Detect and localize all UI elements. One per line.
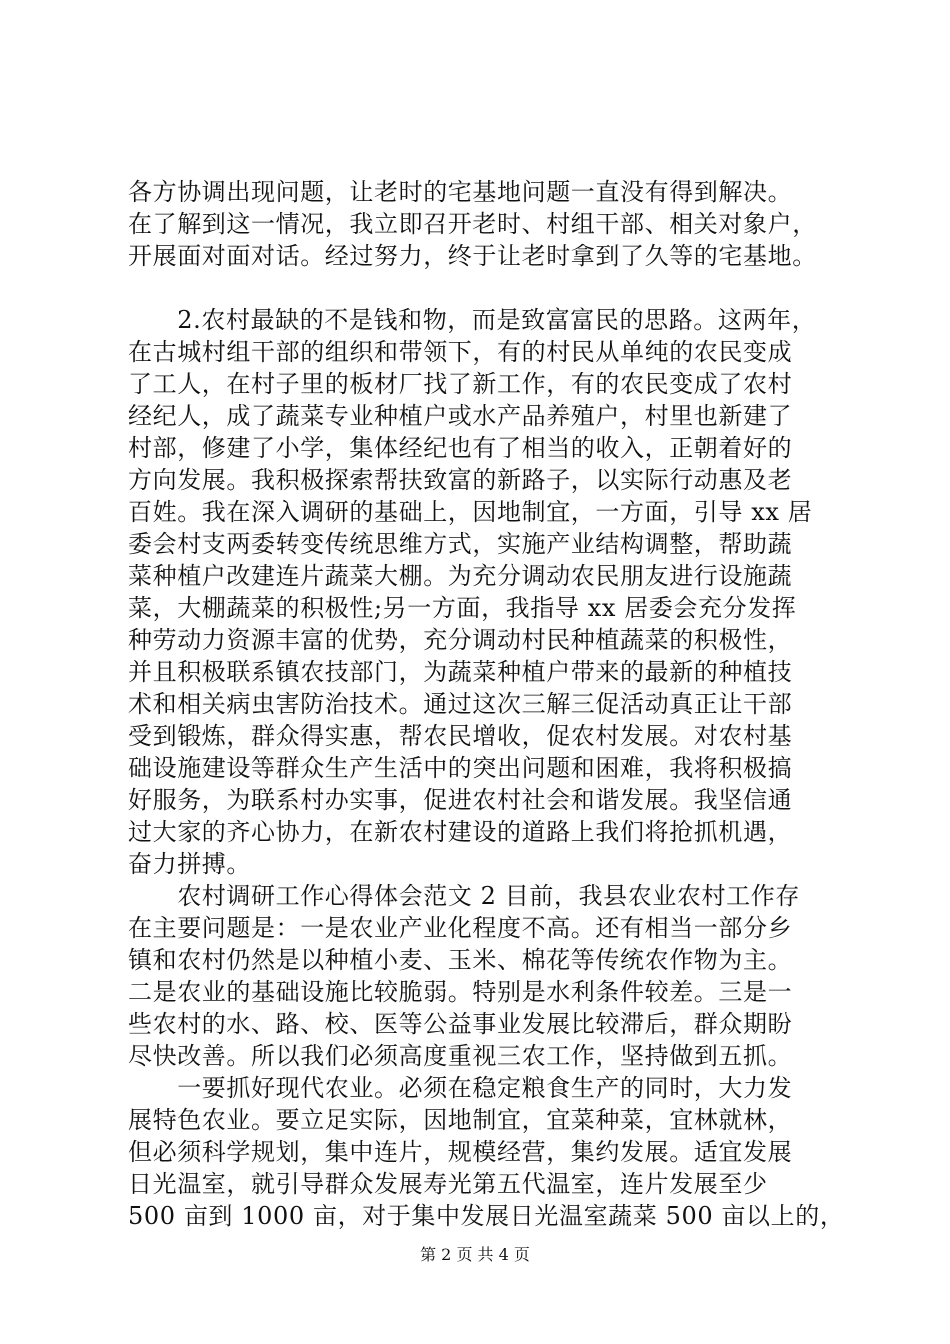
text-line-5: 在古城村组干部的组织和带领下，有的村民从单纯的农民变成 [128, 338, 793, 366]
text-line-2: 在了解到这一情况，我立即召开老时、村组干部、相关对象户， [128, 210, 817, 238]
text-line-27: 尽快改善。所以我们必须高度重视三农工作，坚持做到五抓。 [128, 1042, 793, 1070]
text-line-6: 了工人，在村子里的板材厂找了新工作，有的农民变成了农村 [128, 370, 793, 398]
text-line-32: 500 亩到 1000 亩，对于集中发展日光温室蔬菜 500 亩以上的， [128, 1202, 845, 1230]
text-line-15: 并且积极联系镇农技部门，为蔬菜种植户带来的最新的种植技 [128, 658, 793, 686]
text-line-17: 受到锻炼，群众得实惠，帮农民增收，促农村发展。对农村基 [128, 722, 793, 750]
text-line-3: 开展面对面对话。经过努力，终于让老时拿到了久等的宅基地。 [128, 242, 817, 270]
text-line-8: 村部，修建了小学，集体经纪也有了相当的收入，正朝着好的 [128, 434, 793, 462]
text-line-20: 过大家的齐心协力，在新农村建设的道路上我们将抢抓机遇， [128, 818, 793, 846]
text-line-31: 日光温室，就引导群众发展寿光第五代温室，连片发展至少 [128, 1170, 768, 1198]
text-line-10: 百姓。我在深入调研的基础上，因地制宜，一方面，引导 xx 居 [128, 498, 813, 526]
text-line-30: 但必须科学规划，集中连片，规模经营，集约发展。适宜发展 [128, 1138, 793, 1166]
text-line-24: 镇和农村仍然是以种植小麦、玉米、棉花等传统农作物为主。 [128, 946, 793, 974]
text-line-14: 种劳动力资源丰富的优势，充分调动村民种植蔬菜的积极性， [128, 626, 793, 654]
page-number-label: 第 2 页 共 4 页 [420, 1245, 530, 1264]
text-line-29: 展特色农业。要立足实际，因地制宜，宜菜种菜，宜林就林， [128, 1106, 793, 1134]
text-line-1: 各方协调出现问题，让老时的宅基地问题一直没有得到解决。 [128, 178, 793, 206]
text-line-21: 奋力拼搏。 [128, 850, 251, 878]
text-line-16: 术和相关病虫害防治技术。通过这次三解三促活动真正让干部 [128, 690, 793, 718]
text-line-28: 一要抓好现代农业。必须在稳定粮食生产的同时，大力发 [128, 1074, 793, 1102]
text-line-22: 农村调研工作心得体会范文 2 目前，我县农业农村工作存 [128, 882, 800, 910]
text-line-23: 在主要问题是：一是农业产业化程度不高。还有相当一部分乡 [128, 914, 793, 942]
text-line-4: 2.农村最缺的不是钱和物，而是致富富民的思路。这两年， [128, 306, 817, 334]
text-line-11: 委会村支两委转变传统思维方式，实施产业结构调整，帮助蔬 [128, 530, 793, 558]
text-line-26: 些农村的水、路、校、医等公益事业发展比较滞后，群众期盼 [128, 1010, 793, 1038]
page-footer [0, 1244, 950, 1266]
text-line-12: 菜种植户改建连片蔬菜大棚。为充分调动农民朋友进行设施蔬 [128, 562, 793, 590]
text-line-19: 好服务，为联系村办实事，促进农村社会和谐发展。我坚信通 [128, 786, 793, 814]
text-line-13: 菜，大棚蔬菜的积极性;另一方面，我指导 xx 居委会充分发挥 [128, 594, 797, 622]
text-line-25: 二是农业的基础设施比较脆弱。特别是水利条件较差。三是一 [128, 978, 793, 1006]
text-line-7: 经纪人，成了蔬菜专业种植户或水产品养殖户，村里也新建了 [128, 402, 793, 430]
text-line-18: 础设施建设等群众生产生活中的突出问题和困难，我将积极搞 [128, 754, 793, 782]
text-line-9: 方向发展。我积极探索帮扶致富的新路子，以实际行动惠及老 [128, 466, 793, 494]
